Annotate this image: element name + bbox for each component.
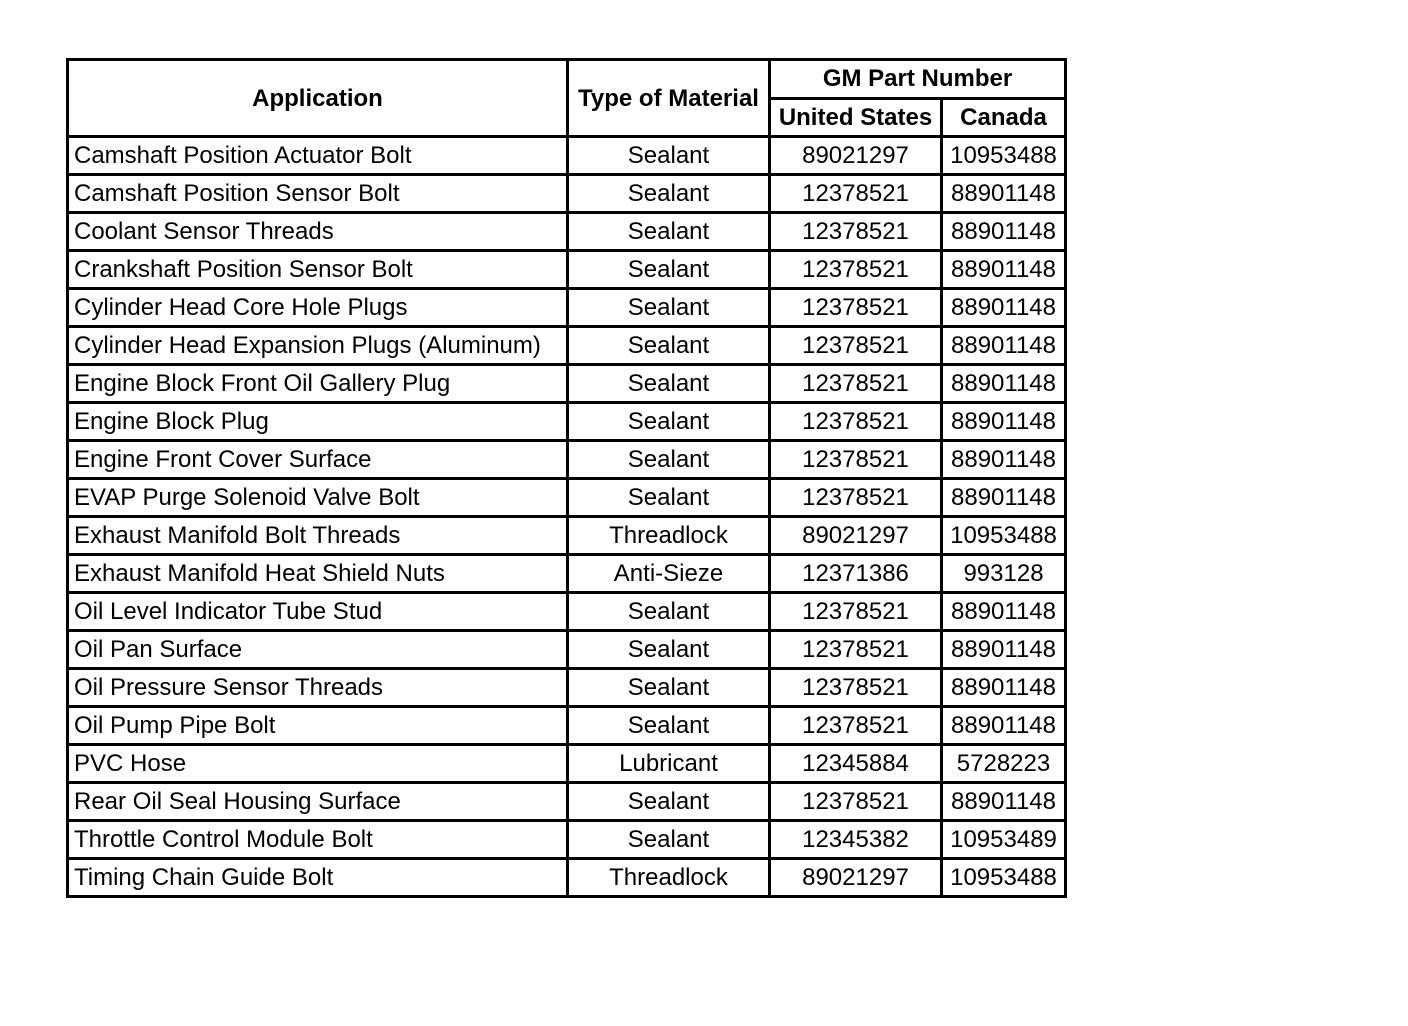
- us-part-number-cell: 12345884: [770, 745, 942, 783]
- canada-part-number-cell: 88901148: [942, 213, 1066, 251]
- table-row: [68, 631, 1066, 669]
- canada-part-number-cell: 88901148: [942, 479, 1066, 517]
- canada-part-number-cell: 88901148: [942, 327, 1066, 365]
- material-header: Type of Material: [568, 60, 770, 137]
- canada-part-number-cell: 88901148: [942, 669, 1066, 707]
- canada-part-number-cell: 10953489: [942, 821, 1066, 859]
- gm-part-number-header: GM Part Number: [770, 60, 1066, 99]
- application-cell: Exhaust Manifold Heat Shield Nuts: [68, 555, 568, 593]
- us-part-number-cell: 89021297: [770, 137, 942, 175]
- material-cell: Sealant: [568, 403, 770, 441]
- table-row: [68, 745, 1066, 783]
- application-cell: Camshaft Position Actuator Bolt: [68, 137, 568, 175]
- application-cell: Throttle Control Module Bolt: [68, 821, 568, 859]
- table-row: [68, 289, 1066, 327]
- material-cell: Sealant: [568, 441, 770, 479]
- material-cell: Sealant: [568, 669, 770, 707]
- material-cell: Sealant: [568, 707, 770, 745]
- us-part-number-cell: 12378521: [770, 631, 942, 669]
- us-part-number-cell: 12378521: [770, 365, 942, 403]
- table-row: [68, 479, 1066, 517]
- material-cell: Sealant: [568, 593, 770, 631]
- application-cell: Oil Pan Surface: [68, 631, 568, 669]
- united-states-header: United States: [770, 99, 942, 137]
- material-cell: Threadlock: [568, 517, 770, 555]
- table-row: [68, 859, 1066, 897]
- application-cell: Cylinder Head Expansion Plugs (Aluminum): [68, 327, 568, 365]
- table-row: [68, 783, 1066, 821]
- material-cell: Sealant: [568, 175, 770, 213]
- canada-part-number-cell: 88901148: [942, 783, 1066, 821]
- us-part-number-cell: 12378521: [770, 327, 942, 365]
- table-row: [68, 213, 1066, 251]
- material-cell: Threadlock: [568, 859, 770, 897]
- us-part-number-cell: 12371386: [770, 555, 942, 593]
- us-part-number-cell: 12378521: [770, 707, 942, 745]
- canada-part-number-cell: 88901148: [942, 403, 1066, 441]
- material-cell: Sealant: [568, 327, 770, 365]
- canada-part-number-cell: 88901148: [942, 707, 1066, 745]
- application-cell: Oil Pressure Sensor Threads: [68, 669, 568, 707]
- header-row-top: [68, 60, 1066, 99]
- application-cell: Cylinder Head Core Hole Plugs: [68, 289, 568, 327]
- application-cell: PVC Hose: [68, 745, 568, 783]
- us-part-number-cell: 12378521: [770, 479, 942, 517]
- us-part-number-cell: 12378521: [770, 289, 942, 327]
- material-cell: Sealant: [568, 213, 770, 251]
- material-cell: Sealant: [568, 479, 770, 517]
- table-row: [68, 593, 1066, 631]
- application-cell: Coolant Sensor Threads: [68, 213, 568, 251]
- application-cell: Crankshaft Position Sensor Bolt: [68, 251, 568, 289]
- us-part-number-cell: 12378521: [770, 403, 942, 441]
- material-cell: Sealant: [568, 289, 770, 327]
- canada-part-number-cell: 5728223: [942, 745, 1066, 783]
- application-cell: EVAP Purge Solenoid Valve Bolt: [68, 479, 568, 517]
- material-cell: Sealant: [568, 783, 770, 821]
- table-row: [68, 555, 1066, 593]
- us-part-number-cell: 12378521: [770, 593, 942, 631]
- us-part-number-cell: 12378521: [770, 213, 942, 251]
- table-row: [68, 251, 1066, 289]
- canada-header: Canada: [942, 99, 1066, 137]
- canada-part-number-cell: 993128: [942, 555, 1066, 593]
- material-cell: Sealant: [568, 137, 770, 175]
- canada-part-number-cell: 10953488: [942, 859, 1066, 897]
- us-part-number-cell: 12378521: [770, 175, 942, 213]
- us-part-number-cell: 12345382: [770, 821, 942, 859]
- table-row: [68, 707, 1066, 745]
- material-cell: Sealant: [568, 631, 770, 669]
- us-part-number-cell: 12378521: [770, 251, 942, 289]
- table-row: [68, 327, 1066, 365]
- canada-part-number-cell: 88901148: [942, 441, 1066, 479]
- application-header: Application: [68, 60, 568, 137]
- us-part-number-cell: 89021297: [770, 859, 942, 897]
- canada-part-number-cell: 88901148: [942, 175, 1066, 213]
- us-part-number-cell: 12378521: [770, 783, 942, 821]
- application-cell: Oil Level Indicator Tube Stud: [68, 593, 568, 631]
- application-cell: Engine Block Front Oil Gallery Plug: [68, 365, 568, 403]
- us-part-number-cell: 12378521: [770, 441, 942, 479]
- table-row: [68, 441, 1066, 479]
- table-body: [68, 137, 1066, 897]
- table-row: [68, 517, 1066, 555]
- material-cell: Sealant: [568, 365, 770, 403]
- application-cell: Camshaft Position Sensor Bolt: [68, 175, 568, 213]
- table-row: [68, 669, 1066, 707]
- material-cell: Sealant: [568, 821, 770, 859]
- table-row: [68, 821, 1066, 859]
- sealants-table: [66, 58, 1067, 898]
- application-cell: Rear Oil Seal Housing Surface: [68, 783, 568, 821]
- material-cell: Sealant: [568, 251, 770, 289]
- application-cell: Timing Chain Guide Bolt: [68, 859, 568, 897]
- table-row: [68, 137, 1066, 175]
- application-cell: Engine Front Cover Surface: [68, 441, 568, 479]
- canada-part-number-cell: 88901148: [942, 365, 1066, 403]
- application-cell: Oil Pump Pipe Bolt: [68, 707, 568, 745]
- canada-part-number-cell: 88901148: [942, 289, 1066, 327]
- application-cell: Engine Block Plug: [68, 403, 568, 441]
- canada-part-number-cell: 88901148: [942, 593, 1066, 631]
- canada-part-number-cell: 88901148: [942, 251, 1066, 289]
- table-row: [68, 175, 1066, 213]
- table-header: [68, 60, 1066, 137]
- canada-part-number-cell: 88901148: [942, 631, 1066, 669]
- table-row: [68, 403, 1066, 441]
- canada-part-number-cell: 10953488: [942, 517, 1066, 555]
- material-cell: Lubricant: [568, 745, 770, 783]
- us-part-number-cell: 89021297: [770, 517, 942, 555]
- canada-part-number-cell: 10953488: [942, 137, 1066, 175]
- table-row: [68, 365, 1066, 403]
- us-part-number-cell: 12378521: [770, 669, 942, 707]
- material-cell: Anti-Sieze: [568, 555, 770, 593]
- application-cell: Exhaust Manifold Bolt Threads: [68, 517, 568, 555]
